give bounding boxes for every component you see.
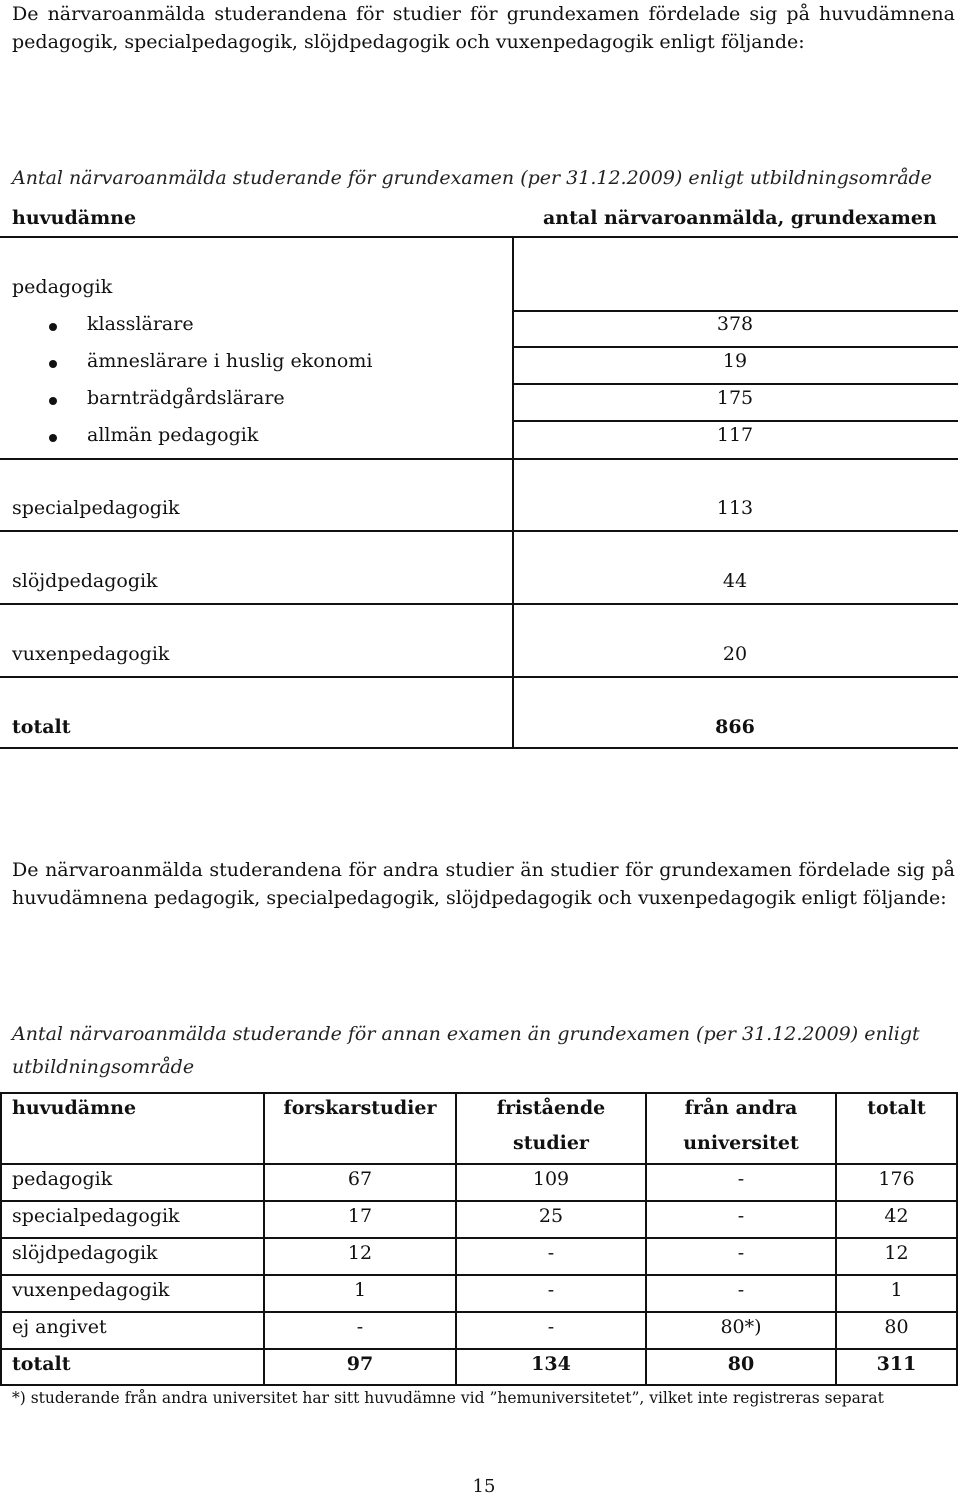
table2-column-divider <box>835 1092 837 1386</box>
table1-rule <box>0 676 958 678</box>
bullet-icon <box>49 434 57 442</box>
intro-paragraph-2: De närvaroanmälda studerandena för andra studier än studier för grundexamen fördelade sig på huvudämnena pedagogik, specialpedagogik, slöjdpedagogik och vuxenpedagogik enligt följande: <box>12 859 955 909</box>
table2-cell-total: 1 <box>890 1279 903 1301</box>
table2-rule <box>0 1274 958 1276</box>
table2-border <box>956 1092 958 1386</box>
table1-subitem-value: 19 <box>722 350 748 372</box>
table2-rule <box>0 1311 958 1313</box>
table1-row-pedagogik: pedagogik <box>12 276 113 298</box>
table2-header-independent: fristående <box>496 1097 606 1119</box>
table1-row-value: 20 <box>722 643 748 665</box>
table2-row-label: pedagogik <box>12 1168 113 1190</box>
table2-header-research: forskarstudier <box>283 1097 437 1119</box>
table1-subitem-label: ämneslärare i huslig ekonomi <box>87 350 373 372</box>
intro-paragraph-1: De närvaroanmälda studerandena för studier för grundexamen fördelade sig på huvudämnena pedagogik, specialpedagogik, slöjdpedagogik och vuxenpedagogik enligt följande: <box>12 3 955 53</box>
table2-cell-independent: - <box>547 1242 555 1264</box>
page-number: 15 <box>472 1476 496 1497</box>
table1-subitem-label: allmän pedagogik <box>87 424 259 446</box>
table2-row-label: slöjdpedagogik <box>12 1242 158 1264</box>
table1-rule <box>0 458 958 460</box>
table2-cell-other: - <box>737 1279 745 1301</box>
table2-header-total: totalt <box>867 1097 926 1119</box>
table2-rule <box>0 1237 958 1239</box>
table2-cell-total: 42 <box>884 1205 909 1227</box>
bullet-icon <box>49 360 57 368</box>
table1-row-label: slöjdpedagogik <box>12 570 158 592</box>
table2-cell-research: 17 <box>347 1205 373 1227</box>
table2-cell-total: 176 <box>878 1168 915 1190</box>
table2-cell-research: - <box>356 1316 364 1338</box>
table1-rule <box>512 420 958 422</box>
table1-row-label: vuxenpedagogik <box>12 643 170 665</box>
table2-cell-independent: 25 <box>538 1205 564 1227</box>
table2-cell-other: - <box>737 1168 745 1190</box>
table1-row-label: specialpedagogik <box>12 497 180 519</box>
table2-rule <box>0 1092 958 1094</box>
table2-cell-other: 80*) <box>720 1316 762 1338</box>
table1-subitem-label: barnträdgårdslärare <box>87 387 285 409</box>
table1-rule <box>512 346 958 348</box>
table2-total-other: 80 <box>727 1353 755 1375</box>
table2-total-label: totalt <box>12 1353 71 1375</box>
table2-rule <box>0 1163 958 1165</box>
table2-row-label: vuxenpedagogik <box>12 1279 170 1301</box>
table2-cell-other: - <box>737 1205 745 1227</box>
table1-subitem-value: 378 <box>716 313 754 335</box>
table1-total-label: totalt <box>12 716 71 738</box>
table2-header-other-univ: universitet <box>683 1132 799 1154</box>
table2-cell-independent: - <box>547 1316 555 1338</box>
table2-total-total: 311 <box>876 1353 917 1375</box>
table2-header-subject: huvudämne <box>12 1097 137 1119</box>
table1-caption: Antal närvaroanmälda studerande för grundexamen (per 31.12.2009) enligt utbildningsområde <box>12 167 932 189</box>
table1-rule <box>512 310 958 312</box>
table2-header-independent: studier <box>513 1132 589 1154</box>
table2-column-divider <box>263 1092 265 1386</box>
table1-subitem-value: 117 <box>716 424 754 446</box>
table2-cell-research: 12 <box>347 1242 373 1264</box>
table1-header-subject: huvudämne <box>12 207 137 229</box>
table1-rule <box>0 747 958 749</box>
table2-border <box>0 1092 2 1386</box>
table2-rule <box>0 1348 958 1350</box>
table2-cell-total: 12 <box>884 1242 909 1264</box>
table2-cell-research: 67 <box>347 1168 373 1190</box>
table2-cell-independent: 109 <box>532 1168 570 1190</box>
table1-rule <box>0 603 958 605</box>
table1-subitem-label: klasslärare <box>87 313 194 335</box>
table1-rule <box>0 236 958 238</box>
bullet-icon <box>49 323 57 331</box>
bullet-icon <box>49 397 57 405</box>
table2-cell-independent: - <box>547 1279 555 1301</box>
table1-rule <box>0 530 958 532</box>
table1-row-value: 113 <box>716 497 754 519</box>
table2-cell-other: - <box>737 1242 745 1264</box>
table2-row-label: specialpedagogik <box>12 1205 180 1227</box>
table2-cell-total: 80 <box>884 1316 909 1338</box>
table2-rule <box>0 1384 958 1386</box>
table2-rule <box>0 1200 958 1202</box>
table1-total-value: 866 <box>715 716 755 738</box>
table2-row-label: ej angivet <box>12 1316 107 1338</box>
table2-caption: Antal närvaroanmälda studerande för annan examen än grundexamen (per 31.12.2009) enligt utbildningsområde <box>12 1023 920 1078</box>
table1-header-count: antal närvaroanmälda, grundexamen <box>543 207 937 229</box>
table2-total-research: 97 <box>346 1353 374 1375</box>
table2-cell-research: 1 <box>353 1279 367 1301</box>
table2-header-other-univ: från andra <box>684 1097 798 1119</box>
table1-column-divider <box>512 236 514 748</box>
table1-row-value: 44 <box>722 570 748 592</box>
table1-subitem-value: 175 <box>716 387 754 409</box>
table2-total-independent: 134 <box>531 1353 571 1375</box>
table2-footnote: *) studerande från andra universitet har sitt huvudämne vid ”hemuniversitetet”, vilket inte registreras separat <box>12 1389 884 1407</box>
table1-rule <box>512 383 958 385</box>
